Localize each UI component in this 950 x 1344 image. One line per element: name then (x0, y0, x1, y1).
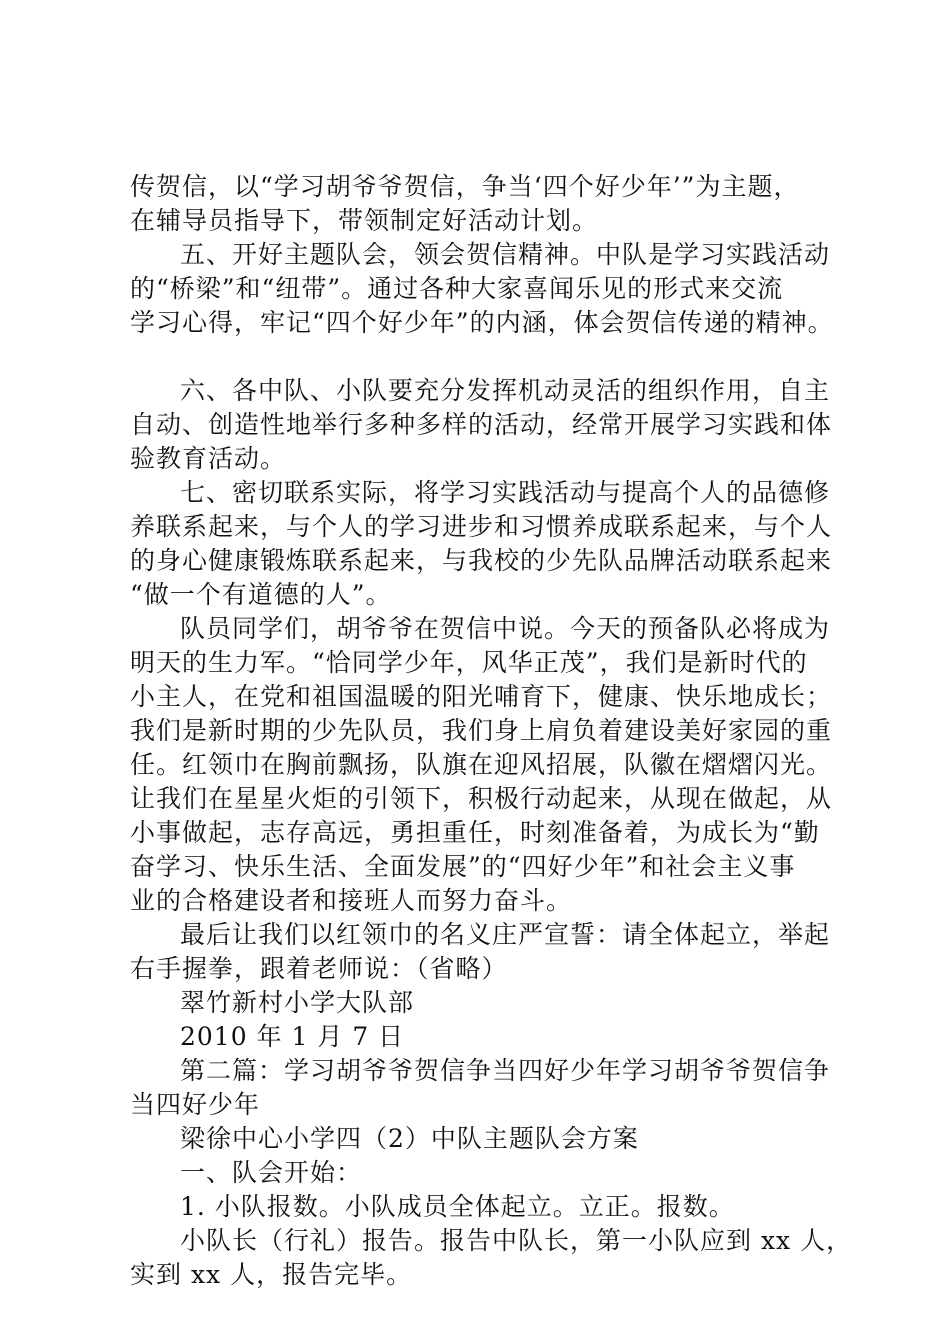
text-line: 验教育活动。 (130, 444, 287, 473)
text-line: 一、队会开始： (180, 1158, 363, 1187)
text-line: 当四好少年 (130, 1090, 261, 1119)
document-page (130, 170, 853, 1292)
text-line: 第二篇：学习胡爷爷贺信争当四好少年学习胡爷爷贺信争 (180, 1056, 831, 1085)
text-line: 传贺信，以“学习胡爷爷贺信，争当‘四个好少年’”为主题， (130, 172, 800, 201)
text-line: “做一个有道德的人”。 (130, 580, 392, 609)
text-line: 养联系起来，与个人的学习进步和习惯养成联系起来，与个人 (130, 512, 833, 541)
text-line: 明天的生力军。“恰同学少年，风华正茂”，我们是新时代的 (130, 648, 808, 677)
text-line: 右手握拳，跟着老师说：（省略） (130, 954, 508, 983)
text-line: 2010 年 1 月 7 日 (180, 1022, 405, 1051)
text-line: 梁徐中心小学四（2）中队主题队会方案 (180, 1124, 639, 1153)
text-line: 学习心得，牢记“四个好少年”的内涵，体会贺信传递的精神。 (130, 308, 834, 337)
text-line: 实到 xx 人，报告完毕。 (130, 1260, 413, 1289)
text-line: 任。红领巾在胸前飘扬，队旗在迎风招展，队徽在熠熠闪光。 (130, 750, 833, 779)
blank-line (130, 340, 850, 374)
text-line: 翠竹新村小学大队部 (180, 988, 415, 1017)
text-line: 1. 小队报数。小队成员全体起立。立正。报数。 (180, 1192, 735, 1221)
text-line: 自动、创造性地举行多种多样的活动，经常开展学习实践和体 (130, 410, 833, 439)
text-line: 队员同学们，胡爷爷在贺信中说。今天的预备队必将成为 (180, 614, 831, 643)
text-line: 七、密切联系实际，将学习实践活动与提高个人的品德修 (180, 478, 831, 507)
text-line: 小主人，在党和祖国温暖的阳光哺育下，健康、快乐地成长； (130, 682, 833, 711)
text-line: 五、开好主题队会，领会贺信精神。中队是学习实践活动 (180, 240, 831, 269)
text-line: 小队长（行礼）报告。报告中队长，第一小队应到 xx 人， (180, 1226, 853, 1255)
text-line: 奋学习、快乐生活、全面发展”的“四好少年”和社会主义事 (130, 852, 796, 881)
text-line: 的“桥梁”和“纽带”。通过各种大家喜闻乐见的形式来交流 (130, 274, 784, 303)
text-line: 在辅导员指导下，带领制定好活动计划。 (130, 206, 599, 235)
text-line: 我们是新时期的少先队员，我们身上肩负着建设美好家园的重 (130, 716, 833, 745)
text-line: 业的合格建设者和接班人而努力奋斗。 (130, 886, 573, 915)
text-line: 小事做起，志存高远，勇担重任，时刻准备着，为成长为“勤 (130, 818, 820, 847)
text-line: 让我们在星星火炬的引领下，积极行动起来，从现在做起，从 (130, 784, 833, 813)
text-line: 的身心健康锻炼联系起来，与我校的少先队品牌活动联系起来 (130, 546, 833, 575)
text-line: 最后让我们以红领巾的名义庄严宣誓：请全体起立，举起 (180, 920, 831, 949)
text-line: 六、各中队、小队要充分发挥机动灵活的组织作用，自主 (180, 376, 831, 405)
